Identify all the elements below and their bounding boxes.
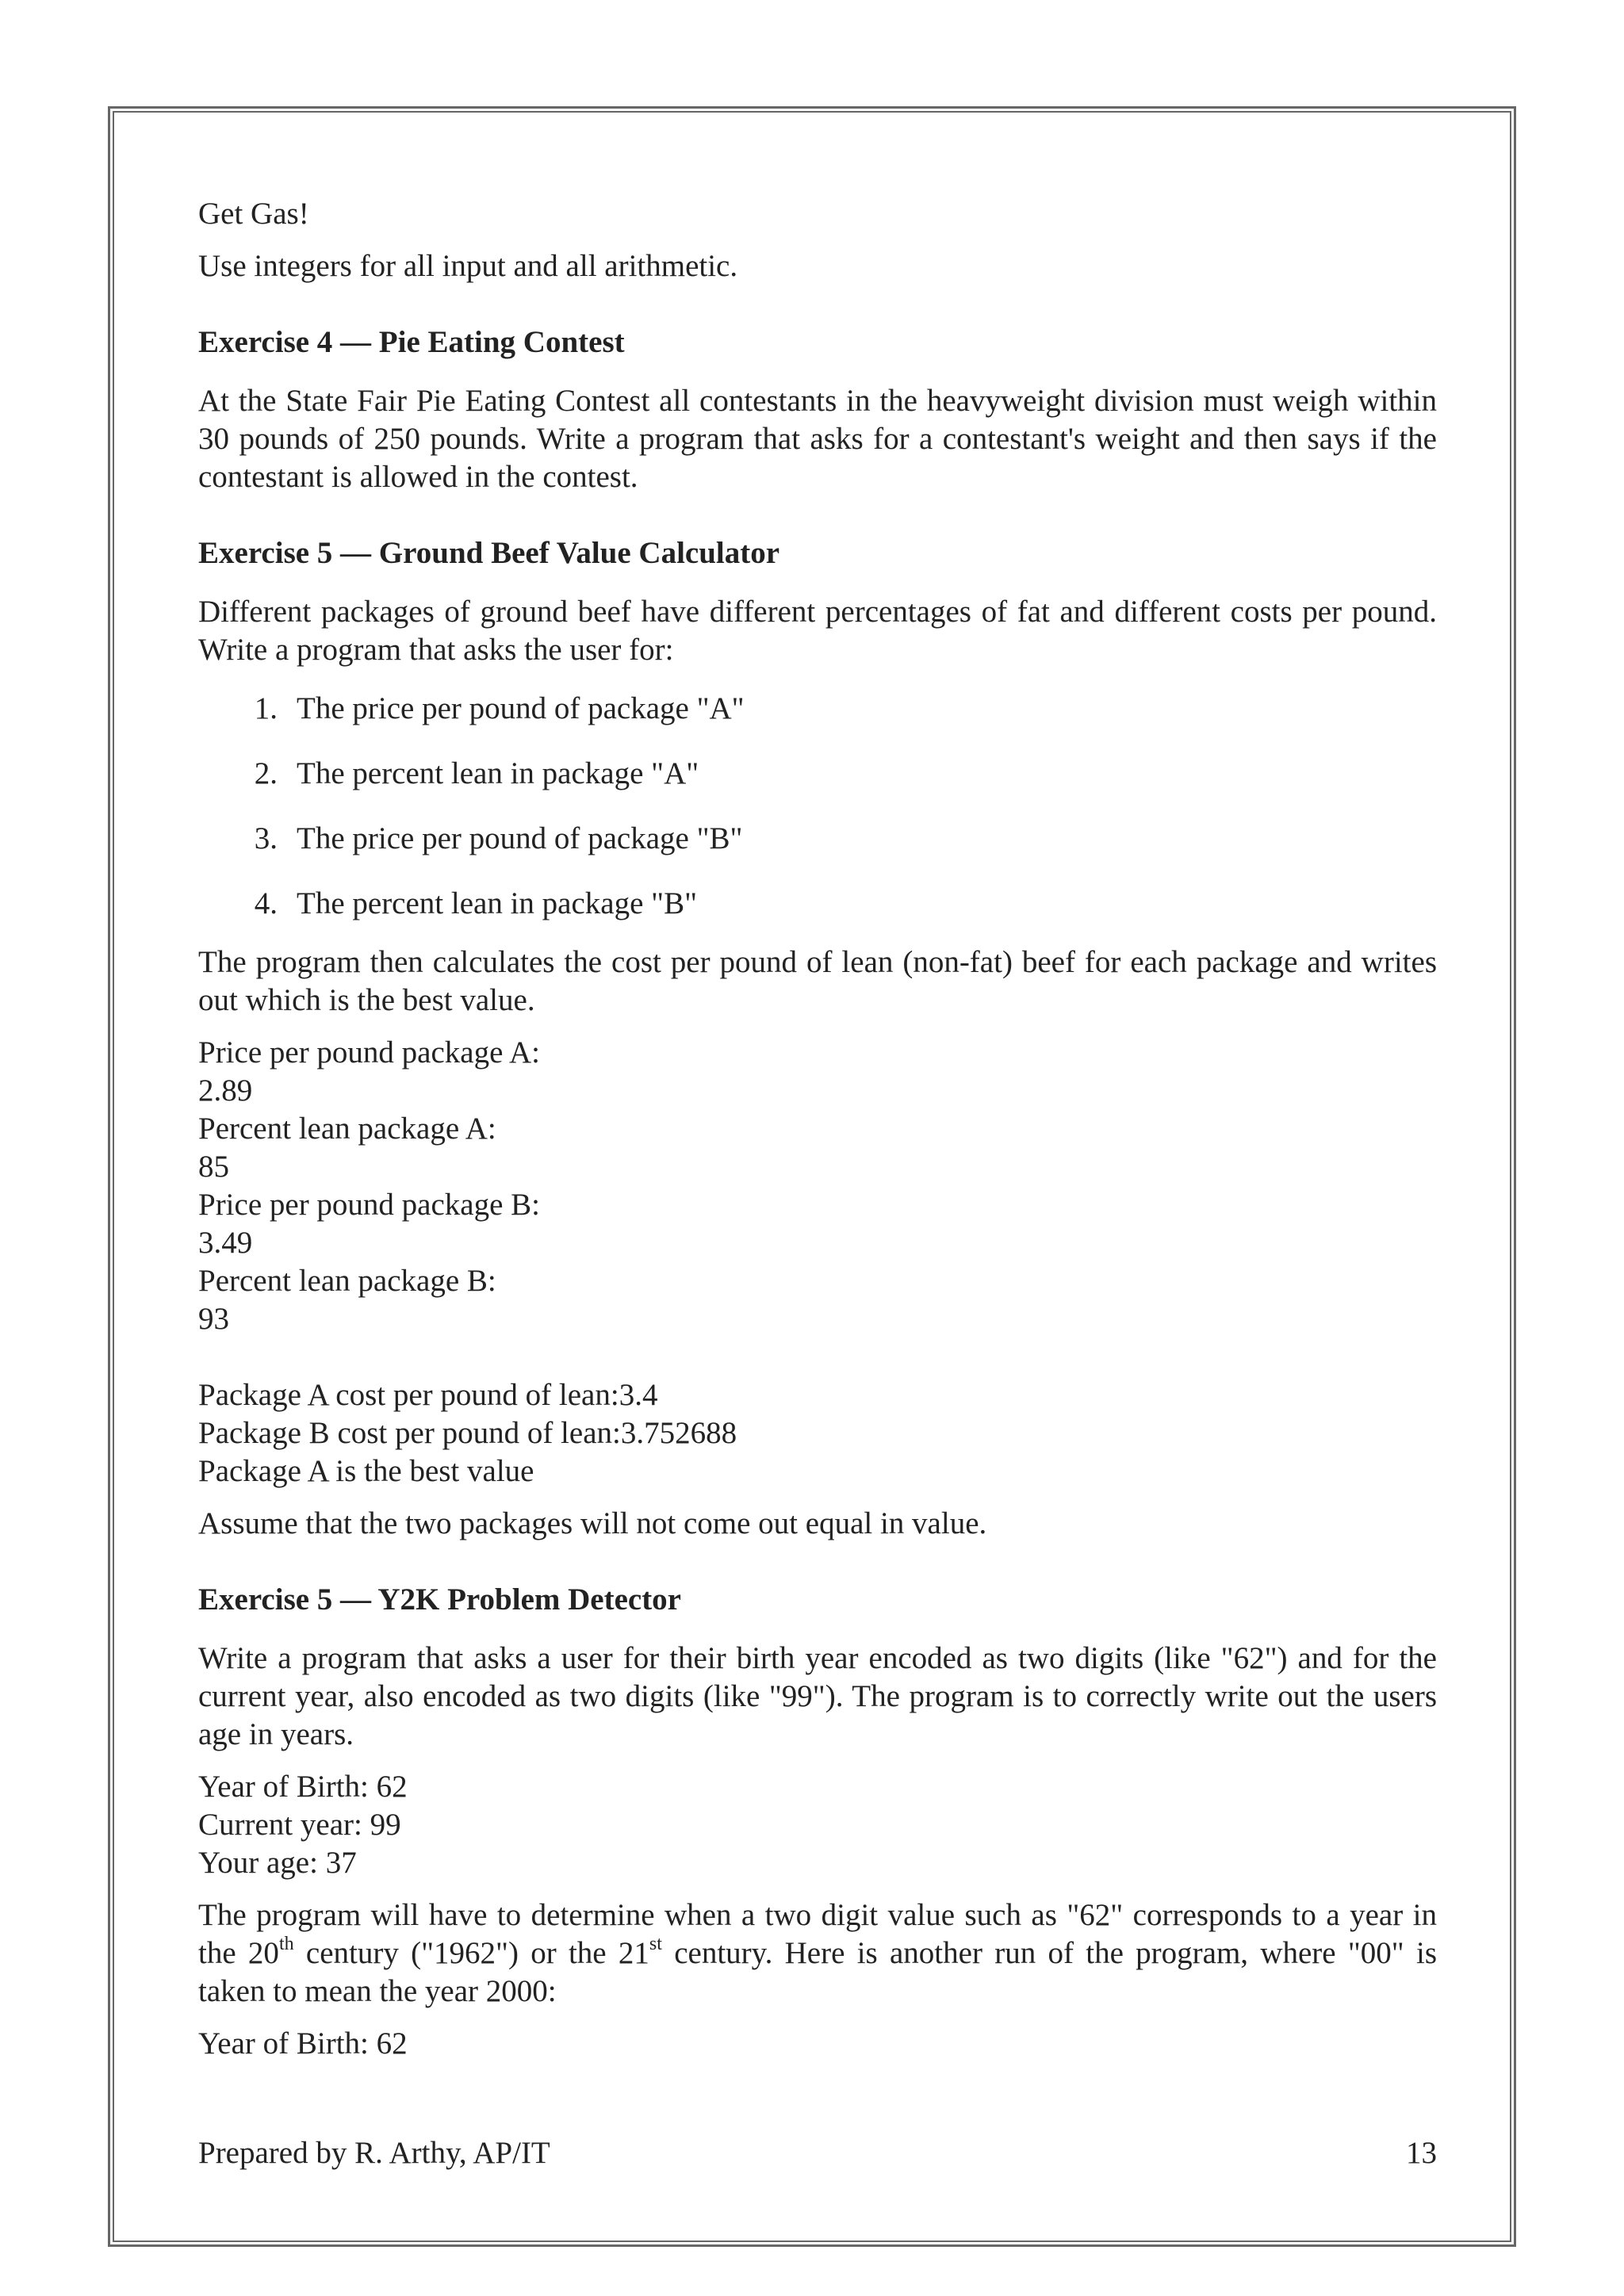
ordinal-suffix: st bbox=[649, 1934, 662, 1954]
io-line: 93 bbox=[198, 1302, 229, 1336]
list-item bbox=[198, 820, 1437, 858]
input-list bbox=[198, 690, 1437, 923]
intro-line-2: Use integers for all input and all arithmetic. bbox=[198, 249, 738, 283]
io-line: Package A is the best value bbox=[198, 1454, 534, 1488]
list-item-number: 4. bbox=[254, 886, 278, 920]
exercise-5b-body: Write a program that asks a user for their birth year encoded as two digits (like "62") and for the current year, also encoded as two digits (like "99"). The program is to correctly write out the users age in years. bbox=[198, 1641, 1437, 1751]
list-item-number: 2. bbox=[254, 756, 278, 790]
para-text-part: century ("1962") or the 21 bbox=[293, 1936, 649, 1970]
list-item-number: 1. bbox=[254, 691, 278, 725]
list-item-text: The price per pound of package "B" bbox=[297, 821, 743, 855]
io-line: Percent lean package B: bbox=[198, 1264, 496, 1298]
page-footer bbox=[198, 2134, 1437, 2172]
io-line: Package A cost per pound of lean:3.4 bbox=[198, 1378, 658, 1412]
exercise-5-body: Different packages of ground beef have different percentages of fat and different costs per pound. Write a program that asks the user for: bbox=[198, 595, 1437, 667]
exercise-5b-century-paragraph bbox=[198, 1896, 1437, 2011]
para-text-part: The program will have to determine when a two digit value such as "62" corresponds to a year in the 20 bbox=[198, 1898, 1437, 1970]
io-line: 2.89 bbox=[198, 1073, 253, 1108]
page-content bbox=[198, 195, 1437, 2063]
list-item-text: The percent lean in package "A" bbox=[297, 756, 699, 790]
sample-run-y2k bbox=[198, 1768, 1437, 1882]
list-item-text: The percent lean in package "B" bbox=[297, 886, 698, 920]
list-item bbox=[198, 885, 1437, 923]
ordinal-suffix: th bbox=[278, 1934, 294, 1954]
io-line: Price per pound package A: bbox=[198, 1035, 541, 1070]
intro-line-1: Get Gas! bbox=[198, 197, 309, 231]
list-item-number: 3. bbox=[254, 821, 278, 855]
list-item bbox=[198, 690, 1437, 728]
para-text-part: century. Here is another run of the program, where "00" is taken to mean the year 2000: bbox=[198, 1936, 1437, 2008]
exercise-5-title: Exercise 5 — Ground Beef Value Calculator bbox=[198, 536, 780, 570]
exercise-4-body: At the State Fair Pie Eating Contest all contestants in the heavyweight division must weigh within 30 pounds of 250 pounds. Write a program that asks for a contestant's weight and then says if the contestant is allowed in the contest. bbox=[198, 384, 1437, 494]
io-line: Package B cost per pound of lean:3.752688 bbox=[198, 1416, 737, 1450]
io-line: Price per pound package B: bbox=[198, 1188, 541, 1222]
exercise-5b-title: Exercise 5 — Y2K Problem Detector bbox=[198, 1582, 681, 1617]
exercise-4-title: Exercise 4 — Pie Eating Contest bbox=[198, 325, 625, 359]
exercise-5-assumption: Assume that the two packages will not come out equal in value. bbox=[198, 1506, 987, 1540]
sample-run-beef bbox=[198, 1034, 1437, 1490]
page-number: 13 bbox=[1406, 2136, 1437, 2170]
list-item-text: The price per pound of package "A" bbox=[297, 691, 745, 725]
io-line: 3.49 bbox=[198, 1226, 253, 1260]
exercise-5b-last-line: Year of Birth: 62 bbox=[198, 2026, 408, 2061]
io-blank-line bbox=[198, 1338, 1437, 1376]
io-line: 85 bbox=[198, 1150, 229, 1184]
io-line: Percent lean package A: bbox=[198, 1112, 496, 1146]
io-line: Year of Birth: 62 bbox=[198, 1770, 408, 1804]
io-line: Your age: 37 bbox=[198, 1846, 357, 1880]
io-line: Current year: 99 bbox=[198, 1808, 401, 1842]
footer-author: Prepared by R. Arthy, AP/IT bbox=[198, 2136, 550, 2170]
list-item bbox=[198, 755, 1437, 793]
exercise-5-after-list: The program then calculates the cost per pound of lean (non-fat) beef for each package and writes out which is the best value. bbox=[198, 945, 1437, 1017]
